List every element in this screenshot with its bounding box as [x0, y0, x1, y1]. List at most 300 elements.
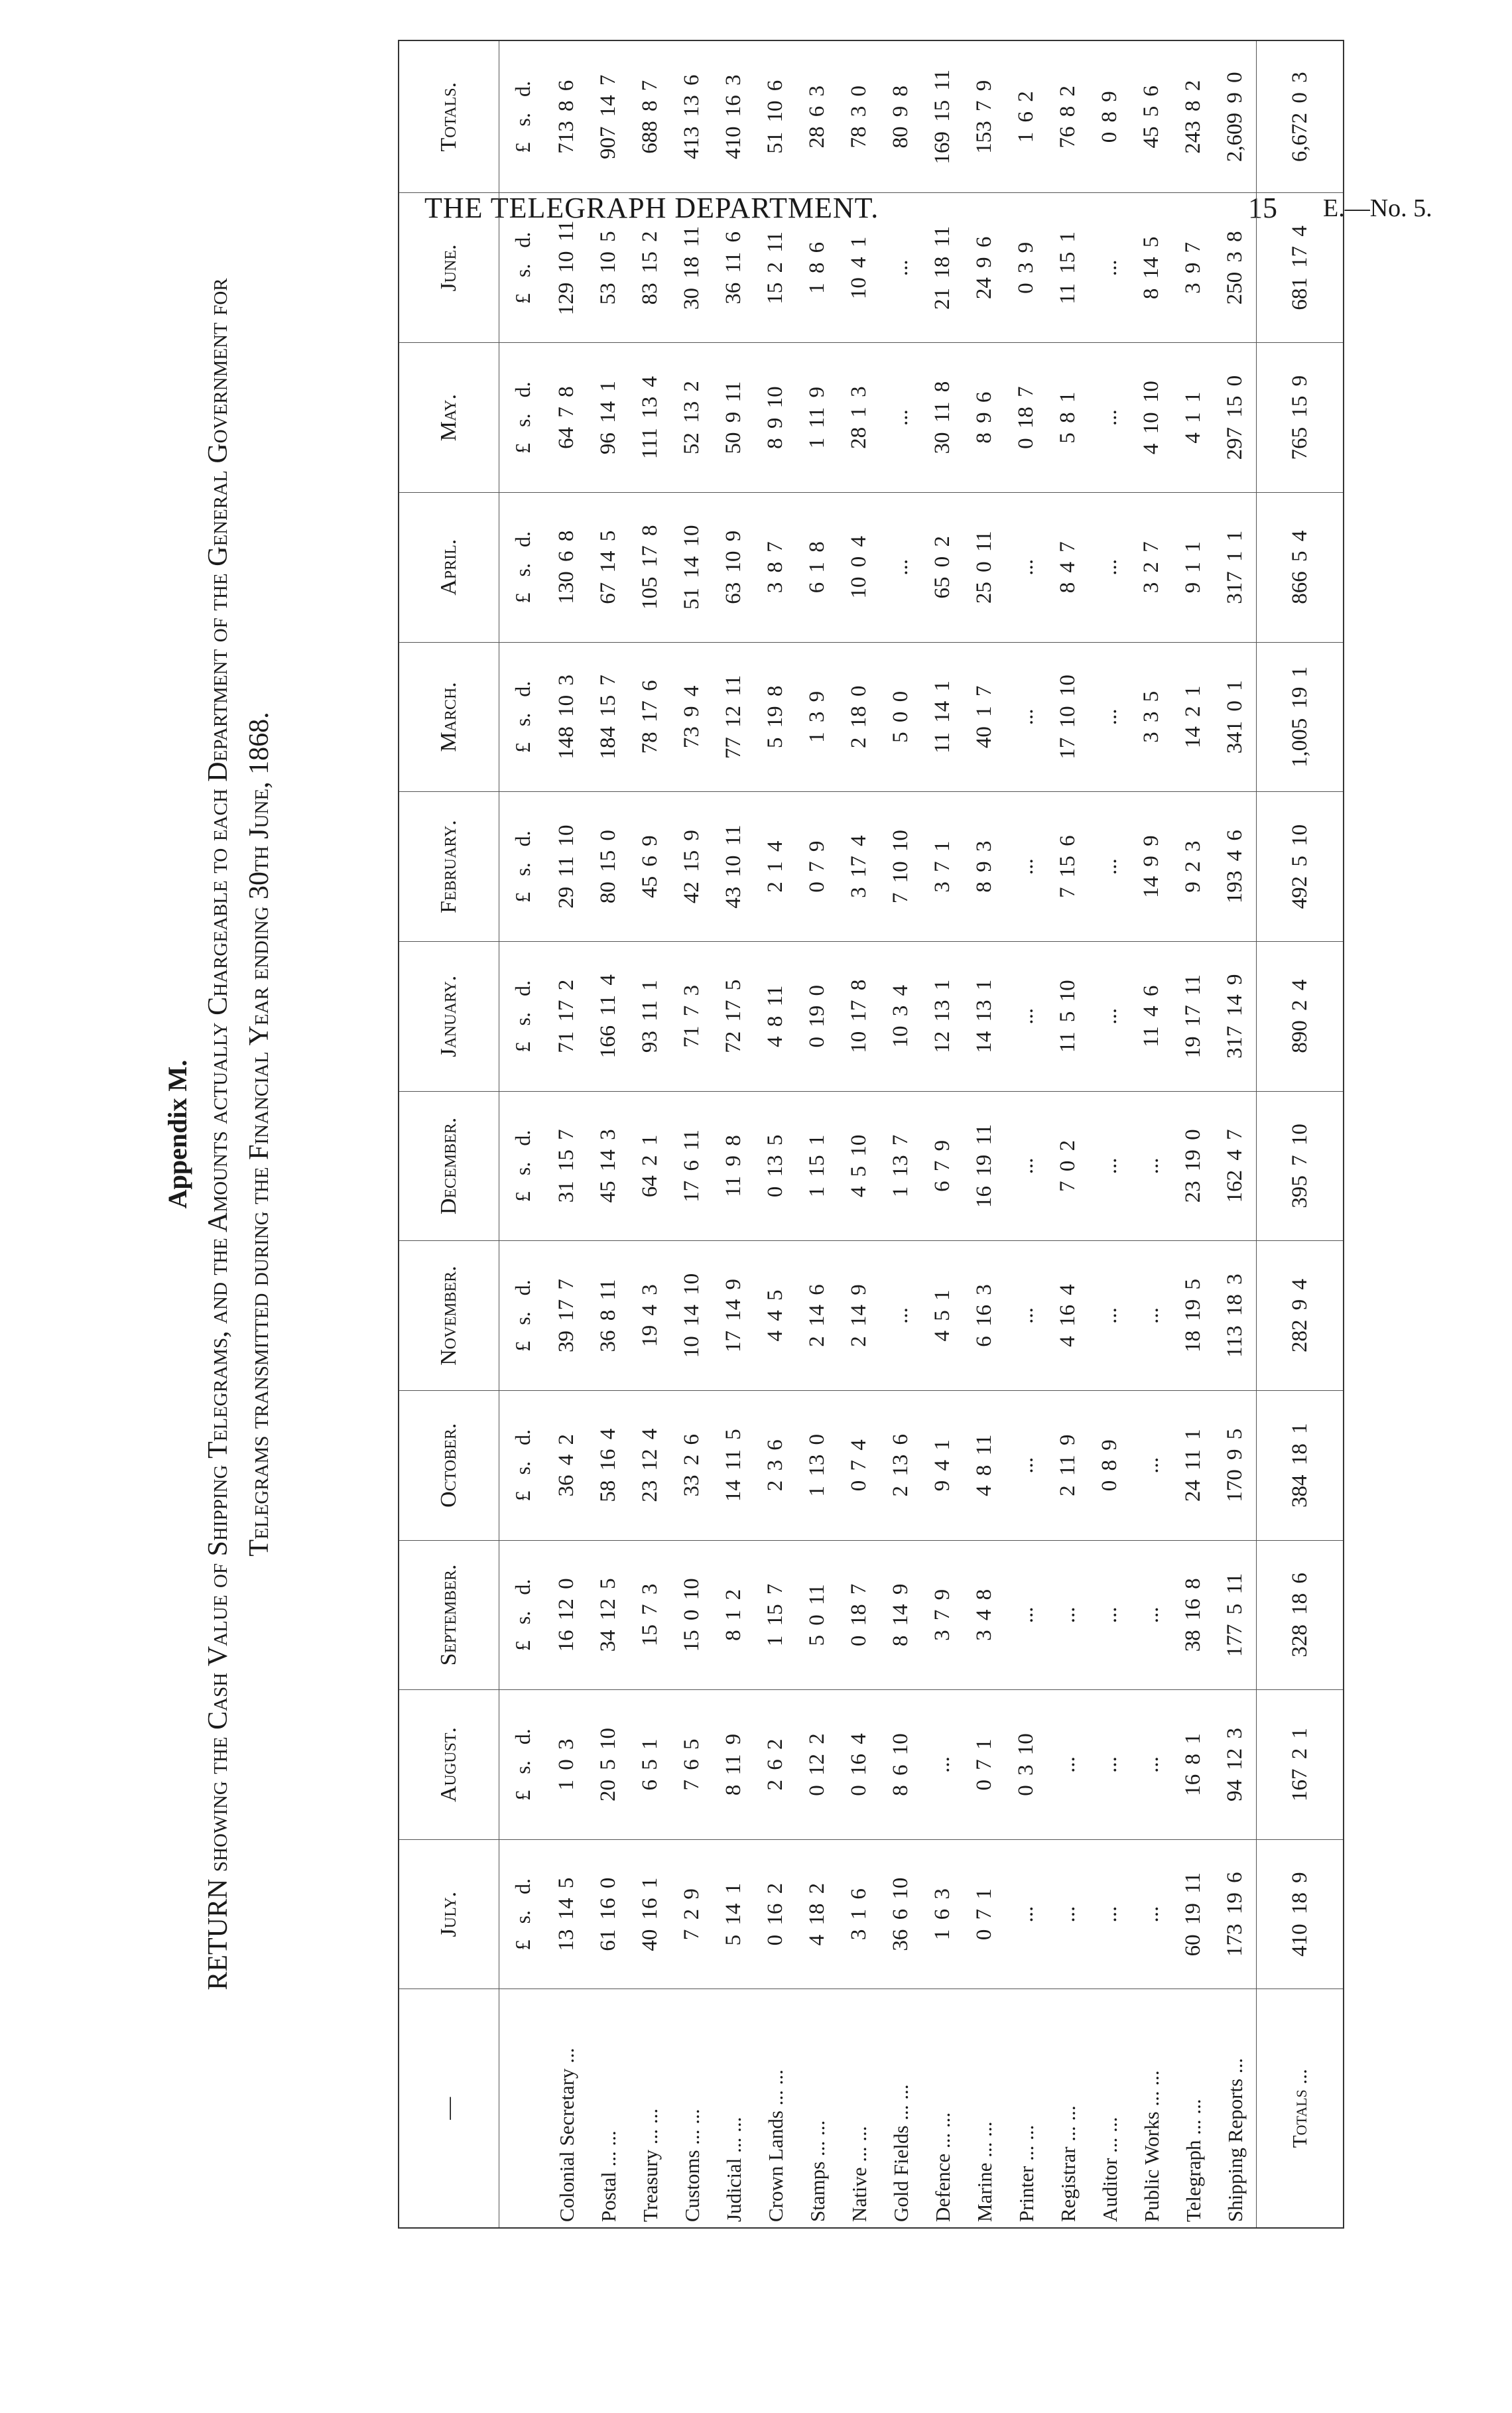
- amount-cell: 184 15 7: [588, 642, 629, 792]
- amount-cell: 166 11 4: [588, 941, 629, 1091]
- amount-cell: 25 0 11: [964, 492, 1005, 642]
- total-amount-cell: 395 7 10: [1257, 1091, 1344, 1241]
- amount-cell: 64 7 8: [546, 343, 588, 493]
- amount-cell: 3 3 5: [1131, 642, 1172, 792]
- amount-cell: 8 1 2: [713, 1540, 755, 1690]
- return-caption: [159, 40, 411, 2229]
- total-amount-cell: 384 18 1: [1257, 1390, 1344, 1540]
- amount-cell: ...: [1089, 941, 1131, 1091]
- unit-label: £ s. d.: [499, 343, 546, 493]
- amount-cell: 153 7 9: [964, 40, 1005, 193]
- amount-cell: 3 7 1: [922, 792, 964, 942]
- amount-cell: 76 8 2: [1047, 40, 1089, 193]
- amount-cell: 30 11 8: [922, 343, 964, 493]
- amount-cell: 45 14 3: [588, 1091, 629, 1241]
- amount-cell: ...: [1089, 792, 1131, 942]
- caption-line-2: Telegrams transmitted during the Financial Year ending 30th June, 1868.: [244, 712, 275, 1557]
- unit-label: £ s. d.: [499, 1091, 546, 1241]
- row-label: Registrar ... ...: [1056, 2105, 1080, 2222]
- amount-cell: 297 15 0: [1214, 343, 1257, 493]
- amount-cell: 1 0 3: [546, 1690, 588, 1840]
- amount-cell: 8 4 7: [1047, 492, 1089, 642]
- unit-row: [499, 40, 546, 2228]
- amount-cell: 67 14 5: [588, 492, 629, 642]
- amount-cell: ...: [1089, 642, 1131, 792]
- amount-cell: 3 1 6: [838, 1839, 880, 1989]
- amount-cell: 3 8 7: [755, 492, 796, 642]
- amount-cell: 0 7 1: [964, 1690, 1005, 1840]
- amount-cell: 38 16 8: [1172, 1540, 1214, 1690]
- total-amount-cell: 492 5 10: [1257, 792, 1344, 942]
- unit-label: £ s. d.: [499, 193, 546, 343]
- amount-cell: 0 13 5: [755, 1091, 796, 1241]
- amount-cell: 43 10 11: [713, 792, 755, 942]
- unit-label: £ s. d.: [499, 1540, 546, 1690]
- amount-cell: 9 2 3: [1172, 792, 1214, 942]
- amount-cell: ...: [1089, 492, 1131, 642]
- amount-cell: 177 5 11: [1214, 1540, 1257, 1690]
- amount-cell: 1 13 7: [880, 1091, 922, 1241]
- table-footer: [1257, 40, 1344, 2228]
- rotated-return-block: [159, 40, 1340, 2229]
- unit-label: £ s. d.: [499, 40, 546, 193]
- amount-cell: 11 5 10: [1047, 941, 1089, 1091]
- table-row: [713, 40, 755, 2228]
- amount-cell: ...: [1131, 1091, 1172, 1241]
- caption-line-1: RETURN showing the Cash Value of Shipping Telegrams, and the Amounts actually Chargeable to each Department of the General Government for: [203, 278, 233, 1990]
- amount-cell: 15 7 3: [629, 1540, 671, 1690]
- amount-cell: 410 16 3: [713, 40, 755, 193]
- amount-cell: 111 13 4: [629, 343, 671, 493]
- amount-cell: 2 1 4: [755, 792, 796, 942]
- amount-cell: 15 0 10: [671, 1540, 713, 1690]
- amount-cell: 11 4 6: [1131, 941, 1172, 1091]
- amount-cell: 162 4 7: [1214, 1091, 1257, 1241]
- amount-cell: 10 17 8: [838, 941, 880, 1091]
- column-header: February.: [399, 792, 499, 942]
- amount-cell: 10 14 10: [671, 1241, 713, 1391]
- amount-cell: ...: [1005, 1540, 1047, 1690]
- amount-cell: ...: [1005, 941, 1047, 1091]
- row-label: Native ... ...: [847, 2126, 871, 2222]
- total-amount-cell: 765 15 9: [1257, 343, 1344, 493]
- amount-cell: 3 4 8: [964, 1540, 1005, 1690]
- amount-cell: ...: [1089, 1690, 1131, 1840]
- amount-cell: 1 15 1: [796, 1091, 838, 1241]
- amount-cell: 0 8 9: [1089, 40, 1131, 193]
- amount-cell: 6 16 3: [964, 1241, 1005, 1391]
- amount-cell: 16 8 1: [1172, 1690, 1214, 1840]
- amount-cell: 58 16 4: [588, 1390, 629, 1540]
- amount-cell: 78 3 0: [838, 40, 880, 193]
- header-row: [399, 40, 499, 2228]
- amount-cell: 24 9 6: [964, 193, 1005, 343]
- amount-cell: 250 3 8: [1214, 193, 1257, 343]
- amount-cell: 20 5 10: [588, 1690, 629, 1840]
- row-label: Stamps ... ...: [805, 2120, 829, 2222]
- amount-cell: 83 15 2: [629, 193, 671, 343]
- amount-cell: 2 14 6: [796, 1241, 838, 1391]
- amount-cell: 1 15 7: [755, 1540, 796, 1690]
- table-row: [671, 40, 713, 2228]
- amount-cell: 8 14 5: [1131, 193, 1172, 343]
- amount-cell: 0 19 0: [796, 941, 838, 1091]
- amount-cell: 36 4 2: [546, 1390, 588, 1540]
- amount-cell: 71 17 2: [546, 941, 588, 1091]
- amount-cell: 71 7 3: [671, 941, 713, 1091]
- amount-cell: 94 12 3: [1214, 1690, 1257, 1840]
- amount-cell: 0 8 9: [1089, 1390, 1131, 1540]
- amount-cell: 1 8 6: [796, 193, 838, 343]
- amount-cell: 14 13 1: [964, 941, 1005, 1091]
- amount-cell: ...: [1089, 1540, 1131, 1690]
- amount-cell: 0 7 9: [796, 792, 838, 942]
- column-header: May.: [399, 343, 499, 493]
- amount-cell: ...: [1131, 1390, 1172, 1540]
- amount-cell: 64 2 1: [629, 1091, 671, 1241]
- amount-cell: 5 14 1: [713, 1839, 755, 1989]
- unit-label: £ s. d.: [499, 1839, 546, 1989]
- amount-cell: 96 14 1: [588, 343, 629, 493]
- amount-cell: 61 16 0: [588, 1839, 629, 1989]
- amount-cell: 688 8 7: [629, 40, 671, 193]
- row-label: Shipping Reports ...: [1223, 2057, 1247, 2222]
- amount-cell: 0 16 4: [838, 1690, 880, 1840]
- amount-cell: ...: [1005, 1091, 1047, 1241]
- row-label: Printer ... ...: [1014, 2124, 1038, 2222]
- table-row: [796, 40, 838, 2228]
- amount-cell: ...: [1131, 1540, 1172, 1690]
- amount-cell: 16 19 11: [964, 1091, 1005, 1241]
- amount-cell: 148 10 3: [546, 642, 588, 792]
- table-row: [1131, 40, 1172, 2228]
- amount-cell: ...: [880, 343, 922, 493]
- row-label: Auditor ... ...: [1098, 2117, 1121, 2222]
- amount-cell: ...: [880, 492, 922, 642]
- amount-cell: 14 11 5: [713, 1390, 755, 1540]
- amount-cell: 7 15 6: [1047, 792, 1089, 942]
- amount-cell: 10 4 1: [838, 193, 880, 343]
- amount-cell: 80 9 8: [880, 40, 922, 193]
- amount-cell: 4 1 1: [1172, 343, 1214, 493]
- amount-cell: 1 6 2: [1005, 40, 1047, 193]
- amount-cell: 8 14 9: [880, 1540, 922, 1690]
- amount-cell: 1 13 0: [796, 1390, 838, 1540]
- amount-cell: 2 3 6: [755, 1390, 796, 1540]
- unit-label: £ s. d.: [499, 642, 546, 792]
- column-header: April.: [399, 492, 499, 642]
- page-number: 15: [1248, 192, 1277, 224]
- row-label: Marine ... ...: [972, 2121, 996, 2222]
- amount-cell: 8 9 10: [755, 343, 796, 493]
- total-amount-cell: 681 17 4: [1257, 193, 1344, 343]
- amount-cell: 130 6 8: [546, 492, 588, 642]
- row-label: Public Works ... ...: [1139, 2070, 1163, 2222]
- amount-cell: 17 6 11: [671, 1091, 713, 1241]
- amount-cell: 5 8 1: [1047, 343, 1089, 493]
- amount-cell: 28 1 3: [838, 343, 880, 493]
- amount-cell: 36 8 11: [588, 1241, 629, 1391]
- amount-cell: 3 7 9: [922, 1540, 964, 1690]
- amount-cell: 93 11 1: [629, 941, 671, 1091]
- amount-cell: 45 6 9: [629, 792, 671, 942]
- amount-cell: 4 8 11: [755, 941, 796, 1091]
- totals-label: Totals ...: [1257, 1989, 1344, 2228]
- amount-cell: 8 9 3: [964, 792, 1005, 942]
- amount-cell: 0 18 7: [1005, 343, 1047, 493]
- amount-cell: ...: [1089, 343, 1131, 493]
- amount-cell: 24 11 1: [1172, 1390, 1214, 1540]
- amount-cell: 9 1 1: [1172, 492, 1214, 642]
- row-label: Judicial ... ...: [722, 2117, 745, 2222]
- amount-cell: 3 17 4: [838, 792, 880, 942]
- table-header: [399, 40, 499, 2228]
- amount-cell: 51 10 6: [755, 40, 796, 193]
- amount-cell: 7 6 5: [671, 1690, 713, 1840]
- amount-cell: 23 12 4: [629, 1390, 671, 1540]
- document-reference: E.—No. 5.: [1323, 194, 1432, 222]
- amount-cell: 10 0 4: [838, 492, 880, 642]
- unit-cell-blank: [499, 1989, 546, 2228]
- amount-cell: 40 16 1: [629, 1839, 671, 1989]
- amount-cell: 8 11 9: [713, 1690, 755, 1840]
- row-label: Colonial Secretary ...: [554, 2048, 578, 2222]
- amount-cell: 52 13 2: [671, 343, 713, 493]
- amount-cell: 2 13 6: [880, 1390, 922, 1540]
- table-row: [1172, 40, 1214, 2228]
- amount-cell: 713 8 6: [546, 40, 588, 193]
- amount-cell: 2 14 9: [838, 1241, 880, 1391]
- amount-cell: 16 12 0: [546, 1540, 588, 1690]
- table-row: [546, 40, 588, 2228]
- amount-cell: 77 12 11: [713, 642, 755, 792]
- amount-cell: 8 9 6: [964, 343, 1005, 493]
- table-row: [1047, 40, 1089, 2228]
- amount-cell: 36 6 10: [880, 1839, 922, 1989]
- amount-cell: ...: [1047, 1690, 1089, 1840]
- amount-cell: ...: [1131, 1241, 1172, 1391]
- amount-cell: 53 10 5: [588, 193, 629, 343]
- amount-cell: 907 14 7: [588, 40, 629, 193]
- amount-cell: 11 14 1: [922, 642, 964, 792]
- amount-cell: 6 1 8: [796, 492, 838, 642]
- amount-cell: 0 7 4: [838, 1390, 880, 1540]
- table-row: [1214, 40, 1257, 2228]
- amount-cell: 4 10 10: [1131, 343, 1172, 493]
- column-header: November.: [399, 1241, 499, 1391]
- amount-cell: 2 6 2: [755, 1690, 796, 1840]
- column-header: September.: [399, 1540, 499, 1690]
- amount-cell: 45 5 6: [1131, 40, 1172, 193]
- amount-cell: 413 13 6: [671, 40, 713, 193]
- amount-cell: 1 11 9: [796, 343, 838, 493]
- amount-cell: ...: [1089, 193, 1131, 343]
- amount-cell: ...: [1089, 1091, 1131, 1241]
- amount-cell: 0 7 1: [964, 1839, 1005, 1989]
- amount-cell: 129 10 11: [546, 193, 588, 343]
- amount-cell: 4 8 11: [964, 1390, 1005, 1540]
- amount-cell: 12 13 1: [922, 941, 964, 1091]
- amount-cell: 1 6 3: [922, 1839, 964, 1989]
- amount-cell: 4 5 10: [838, 1091, 880, 1241]
- amount-cell: ...: [1131, 1690, 1172, 1840]
- amount-cell: 6 5 1: [629, 1690, 671, 1840]
- amount-cell: 3 2 7: [1131, 492, 1172, 642]
- appendix-heading: Appendix M.: [162, 1059, 192, 1209]
- amount-cell: 51 14 10: [671, 492, 713, 642]
- amount-cell: 5 19 8: [755, 642, 796, 792]
- return-table: [398, 40, 1344, 2229]
- amount-cell: 4 4 5: [755, 1241, 796, 1391]
- amount-cell: 170 9 5: [1214, 1390, 1257, 1540]
- amount-cell: ...: [1089, 1839, 1131, 1989]
- amount-cell: 7 2 9: [671, 1839, 713, 1989]
- amount-cell: 31 15 7: [546, 1091, 588, 1241]
- amount-cell: 105 17 8: [629, 492, 671, 642]
- amount-cell: 173 19 6: [1214, 1839, 1257, 1989]
- total-amount-cell: 866 5 4: [1257, 492, 1344, 642]
- amount-cell: 28 6 3: [796, 40, 838, 193]
- amount-cell: 78 17 6: [629, 642, 671, 792]
- amount-cell: 34 12 5: [588, 1540, 629, 1690]
- amount-cell: ...: [1005, 642, 1047, 792]
- amount-cell: 4 16 4: [1047, 1241, 1089, 1391]
- amount-cell: 5 0 11: [796, 1540, 838, 1690]
- amount-cell: 317 1 1: [1214, 492, 1257, 642]
- amount-cell: 65 0 2: [922, 492, 964, 642]
- amount-cell: 63 10 9: [713, 492, 755, 642]
- amount-cell: 13 14 5: [546, 1839, 588, 1989]
- amount-cell: 17 10 10: [1047, 642, 1089, 792]
- unit-label: £ s. d.: [499, 941, 546, 1091]
- amount-cell: ...: [922, 1690, 964, 1840]
- unit-label: £ s. d.: [499, 1690, 546, 1840]
- total-amount-cell: 167 2 1: [1257, 1690, 1344, 1840]
- amount-cell: 4 18 2: [796, 1839, 838, 1989]
- row-label: Customs ... ...: [680, 2109, 704, 2222]
- amount-cell: ...: [1131, 1839, 1172, 1989]
- amount-cell: 169 15 11: [922, 40, 964, 193]
- amount-cell: 7 0 2: [1047, 1091, 1089, 1241]
- amount-cell: 11 9 8: [713, 1091, 755, 1241]
- totals-row: [1257, 40, 1344, 2228]
- amount-cell: 23 19 0: [1172, 1091, 1214, 1241]
- amount-cell: 50 9 11: [713, 343, 755, 493]
- table-row: [838, 40, 880, 2228]
- amount-cell: ...: [1089, 1241, 1131, 1391]
- amount-cell: 17 14 9: [713, 1241, 755, 1391]
- department-title: THE TELEGRAPH DEPARTMENT.: [424, 192, 879, 224]
- amount-cell: 2,609 9 0: [1214, 40, 1257, 193]
- row-label: Defence ... ...: [930, 2112, 954, 2222]
- column-header: July.: [399, 1839, 499, 1989]
- column-header: March.: [399, 642, 499, 792]
- amount-cell: 33 2 6: [671, 1390, 713, 1540]
- amount-cell: 39 17 7: [546, 1241, 588, 1391]
- amount-cell: 60 19 11: [1172, 1839, 1214, 1989]
- amount-cell: 243 8 2: [1172, 40, 1214, 193]
- amount-cell: 2 18 0: [838, 642, 880, 792]
- table-row: [755, 40, 796, 2228]
- amount-cell: 15 2 11: [755, 193, 796, 343]
- amount-cell: 2 11 9: [1047, 1390, 1089, 1540]
- amount-cell: 9 4 1: [922, 1390, 964, 1540]
- amount-cell: 5 0 0: [880, 642, 922, 792]
- column-header: Totals.: [399, 40, 499, 193]
- unit-label: £ s. d.: [499, 1390, 546, 1540]
- total-amount-cell: 282 9 4: [1257, 1241, 1344, 1391]
- amount-cell: 40 1 7: [964, 642, 1005, 792]
- amount-cell: ...: [1005, 1241, 1047, 1391]
- table-row: [964, 40, 1005, 2228]
- amount-cell: 0 12 2: [796, 1690, 838, 1840]
- amount-cell: 0 16 2: [755, 1839, 796, 1989]
- amount-cell: ...: [1005, 792, 1047, 942]
- table-row: [880, 40, 922, 2228]
- amount-cell: 19 4 3: [629, 1241, 671, 1391]
- amount-cell: 29 11 10: [546, 792, 588, 942]
- amount-cell: 341 0 1: [1214, 642, 1257, 792]
- amount-cell: 6 7 9: [922, 1091, 964, 1241]
- table-row: [922, 40, 964, 2228]
- row-label: Telegraph ... ...: [1181, 2099, 1205, 2222]
- amount-cell: 14 9 9: [1131, 792, 1172, 942]
- amount-cell: 317 14 9: [1214, 941, 1257, 1091]
- amount-cell: 8 6 10: [880, 1690, 922, 1840]
- amount-cell: 3 9 7: [1172, 193, 1214, 343]
- row-label: Gold Fields ... ...: [889, 2084, 913, 2222]
- column-header-department: —: [399, 1989, 499, 2228]
- amount-cell: ...: [880, 1241, 922, 1391]
- amount-cell: 36 11 6: [713, 193, 755, 343]
- row-label: Crown Lands ... ...: [763, 2069, 787, 2222]
- table-row: [629, 40, 671, 2228]
- amount-cell: ...: [1047, 1839, 1089, 1989]
- amount-cell: 42 15 9: [671, 792, 713, 942]
- unit-label: £ s. d.: [499, 1241, 546, 1391]
- amount-cell: 11 15 1: [1047, 193, 1089, 343]
- amount-cell: 10 3 4: [880, 941, 922, 1091]
- unit-label: £ s. d.: [499, 492, 546, 642]
- row-label: Treasury ... ...: [638, 2108, 662, 2222]
- total-amount-cell: 890 2 4: [1257, 941, 1344, 1091]
- amount-cell: 0 3 10: [1005, 1690, 1047, 1840]
- amount-cell: ...: [1005, 492, 1047, 642]
- total-amount-cell: 1,005 19 1: [1257, 642, 1344, 792]
- amount-cell: 21 18 11: [922, 193, 964, 343]
- amount-cell: 19 17 11: [1172, 941, 1214, 1091]
- amount-cell: 14 2 1: [1172, 642, 1214, 792]
- table-row: [588, 40, 629, 2228]
- table-row: [1005, 40, 1047, 2228]
- amount-cell: 0 18 7: [838, 1540, 880, 1690]
- amount-cell: ...: [1047, 1540, 1089, 1690]
- amount-cell: ...: [1005, 1390, 1047, 1540]
- column-header: October.: [399, 1390, 499, 1540]
- column-header: August.: [399, 1690, 499, 1840]
- amount-cell: 7 10 10: [880, 792, 922, 942]
- amount-cell: 18 19 5: [1172, 1241, 1214, 1391]
- total-amount-cell: 6,672 0 3: [1257, 40, 1344, 193]
- amount-cell: 30 18 11: [671, 193, 713, 343]
- column-header: January.: [399, 941, 499, 1091]
- total-amount-cell: 410 18 9: [1257, 1839, 1344, 1989]
- amount-cell: 193 4 6: [1214, 792, 1257, 942]
- amount-cell: 1 3 9: [796, 642, 838, 792]
- total-amount-cell: 328 18 6: [1257, 1540, 1344, 1690]
- amount-cell: 113 18 3: [1214, 1241, 1257, 1391]
- amount-cell: 80 15 0: [588, 792, 629, 942]
